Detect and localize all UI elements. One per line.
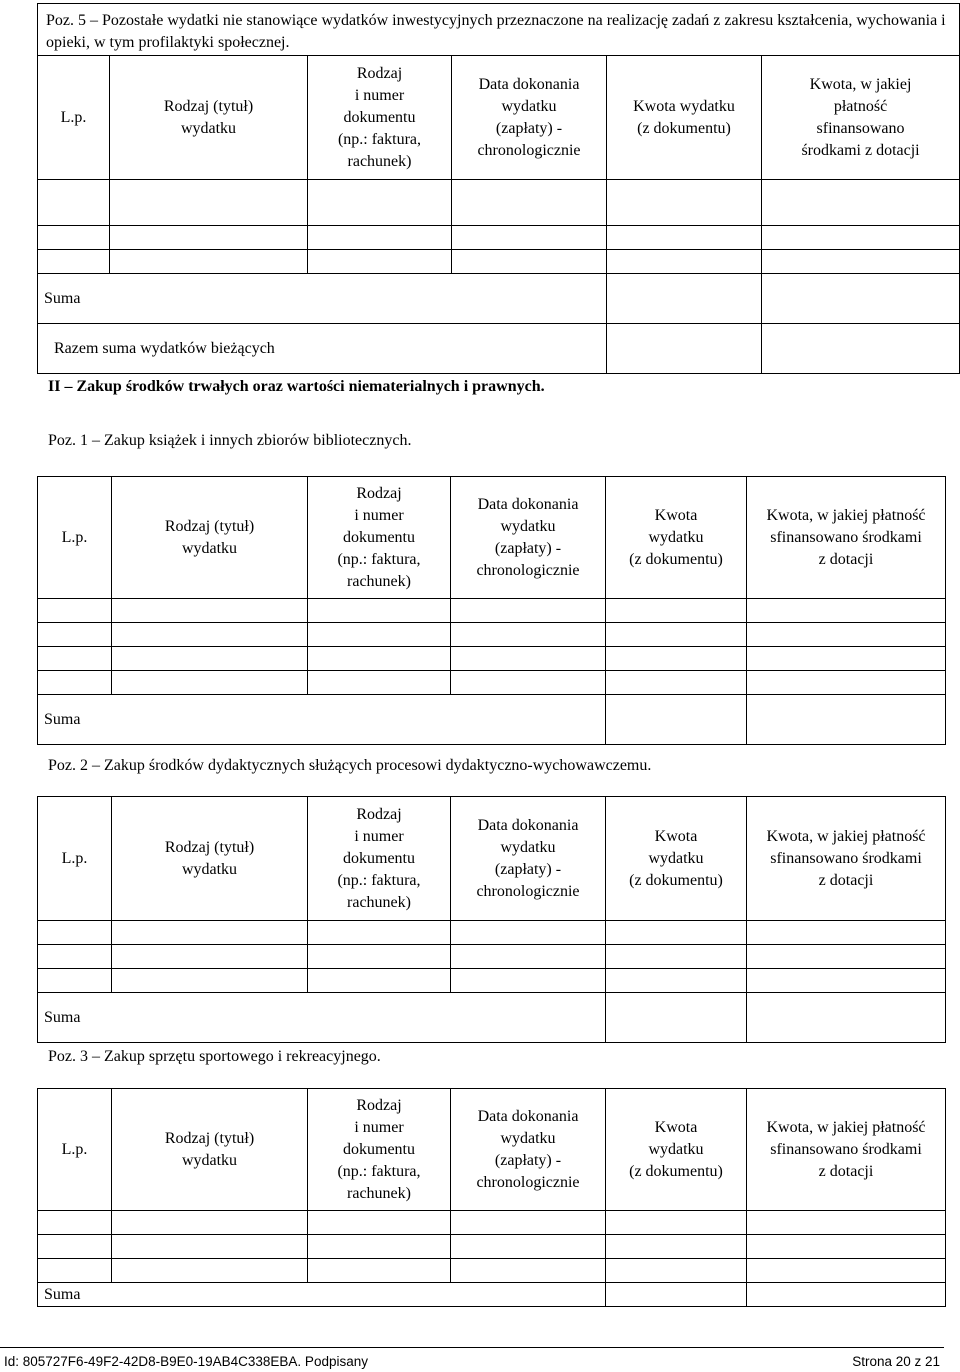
poz1-table [37, 476, 946, 745]
header-subsidy-amount: Kwota, w jakiej płatność sfinansowano środkami z dotacji [747, 1089, 946, 1211]
header-amount: Kwota wydatku (z dokumentu) [606, 797, 747, 921]
header-document: Rodzaj i numer dokumentu (np.: faktura, rachunek) [308, 1089, 451, 1211]
sum-row [38, 695, 946, 745]
header-date: Data dokonania wydatku (zapłaty) - chronologicznie [452, 56, 607, 180]
header-date: Data dokonania wydatku (zapłaty) - chronologicznie [451, 477, 606, 599]
table-row [38, 180, 960, 226]
sum-row [38, 1283, 946, 1307]
table-row [38, 1211, 946, 1235]
header-lp: L.p. [38, 56, 110, 180]
poz3-table [37, 1088, 946, 1307]
header-lp: L.p. [38, 1089, 112, 1211]
page-number: Strona 20 z 21 [852, 1354, 940, 1369]
sum-label: Suma [38, 993, 606, 1043]
header-type: Rodzaj (tytuł) wydatku [110, 56, 308, 180]
header-type: Rodzaj (tytuł) wydatku [112, 477, 308, 599]
total-current-expenses-label: Razem suma wydatków bieżących [38, 324, 607, 374]
poz2-table [37, 796, 946, 1043]
footer-divider [0, 1347, 944, 1348]
total-row [38, 324, 960, 374]
header-date: Data dokonania wydatku (zapłaty) - chronologicznie [451, 1089, 606, 1211]
sum-row [38, 274, 960, 324]
header-subsidy-amount: Kwota, w jakiej płatność sfinansowano środkami z dotacji [747, 797, 946, 921]
poz1-title: Poz. 1 – Zakup książek i innych zbiorów bibliotecznych. [48, 432, 412, 449]
table-row [38, 250, 960, 274]
sum-label: Suma [38, 1283, 606, 1307]
header-subsidy-amount: Kwota, w jakiej płatność sfinansowano środkami z dotacji [747, 477, 946, 599]
table-row [38, 671, 946, 695]
sum-label: Suma [38, 274, 607, 324]
header-date: Data dokonania wydatku (zapłaty) - chronologicznie [451, 797, 606, 921]
document-id: Id: 805727F6-49F2-42D8-B9E0-19AB4C338EBA. Podpisany [4, 1354, 368, 1369]
table-row [38, 226, 960, 250]
sum-row [38, 993, 946, 1043]
header-document: Rodzaj i numer dokumentu (np.: faktura, rachunek) [308, 56, 452, 180]
sum-label: Suma [38, 695, 606, 745]
poz5-title: Poz. 5 – Pozostałe wydatki nie stanowiące wydatków inwestycyjnych przeznaczone na realizację zadań z zakresu kształcenia, wychowania i opieki, w tym profilaktyki społecznej. [38, 4, 960, 56]
section-2-heading: II – Zakup środków trwałych oraz wartości niematerialnych i prawnych. [48, 378, 545, 395]
poz2-title: Poz. 2 – Zakup środków dydaktycznych służących procesowi dydaktyczno-wychowawczemu. [48, 757, 652, 774]
header-lp: L.p. [38, 477, 112, 599]
header-document: Rodzaj i numer dokumentu (np.: faktura, rachunek) [308, 797, 451, 921]
header-lp: L.p. [38, 797, 112, 921]
header-amount: Kwota wydatku (z dokumentu) [606, 477, 747, 599]
table-row [38, 945, 946, 969]
table-row [38, 599, 946, 623]
header-amount: Kwota wydatku (z dokumentu) [606, 1089, 747, 1211]
header-document: Rodzaj i numer dokumentu (np.: faktura, rachunek) [308, 477, 451, 599]
table-row [38, 1259, 946, 1283]
table-row [38, 969, 946, 993]
table-row [38, 623, 946, 647]
table-row [38, 647, 946, 671]
header-type: Rodzaj (tytuł) wydatku [112, 1089, 308, 1211]
poz3-title: Poz. 3 – Zakup sprzętu sportowego i rekreacyjnego. [48, 1048, 381, 1065]
header-type: Rodzaj (tytuł) wydatku [112, 797, 308, 921]
header-amount: Kwota wydatku (z dokumentu) [607, 56, 762, 180]
poz5-table [37, 3, 960, 374]
table-row [38, 921, 946, 945]
table-row [38, 1235, 946, 1259]
header-subsidy-amount: Kwota, w jakiej płatność sfinansowano środkami z dotacji [762, 56, 960, 180]
